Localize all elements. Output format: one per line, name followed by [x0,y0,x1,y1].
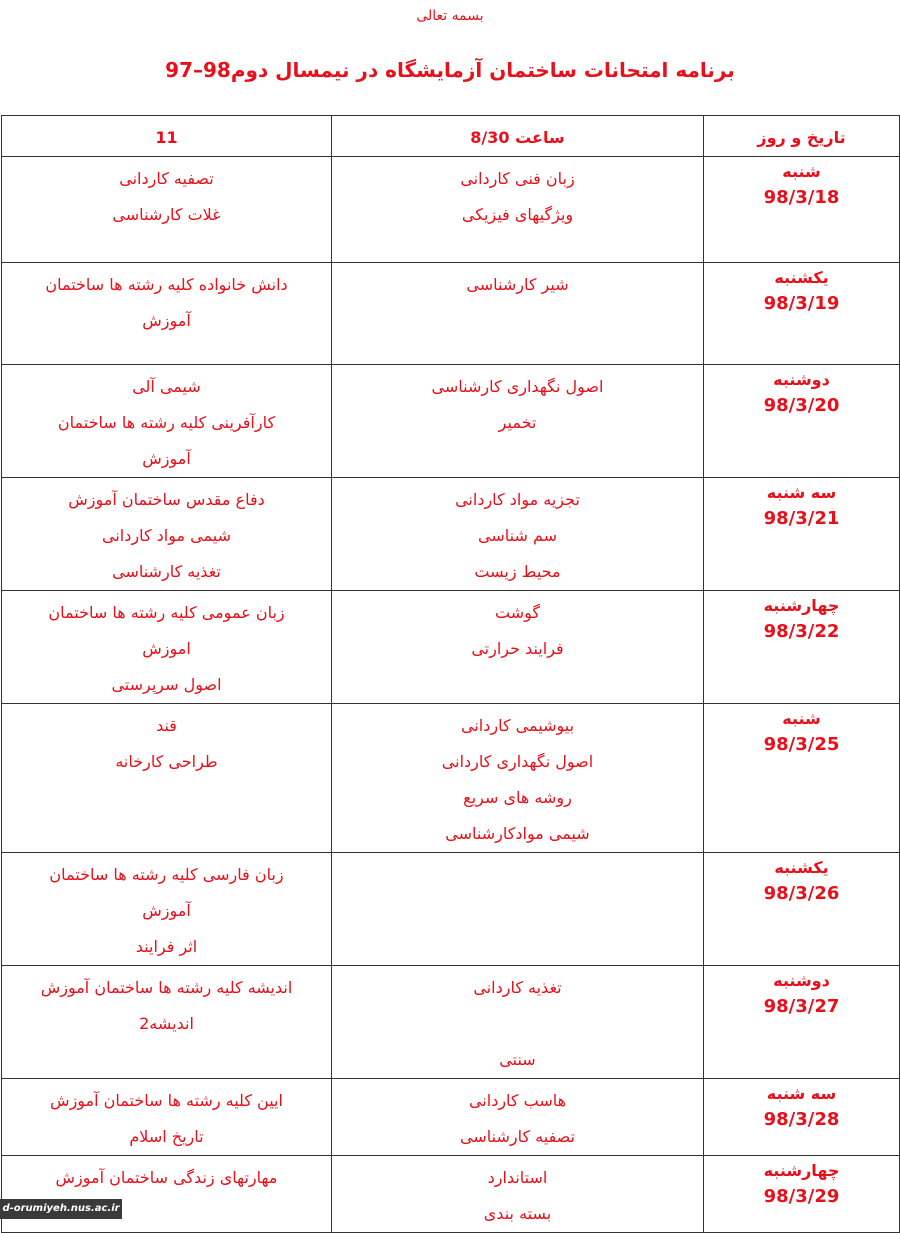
slot1-courses-cell [332,966,704,1079]
course-name: شیمی مواد کاردانی [102,526,231,545]
course-name: آموزش [142,449,191,468]
exam-date: 98/3/21 [763,508,840,529]
course-name: شیمی آلی [132,377,201,396]
course-name: سم شناسی [478,526,557,545]
exam-date: 98/3/20 [763,395,840,416]
weekday-label: سه شنبه [766,483,837,502]
course-name: آموزش [142,901,191,920]
table-row [2,591,900,704]
course-name: تخمیر [498,413,537,432]
weekday-label: شنبه [782,162,821,181]
slot1-courses-cell [332,365,704,478]
course-name: زبان فارسی کلیه رشته ها ساختمان [49,865,284,884]
slot1-courses-cell [332,853,704,966]
course-name: سنتی [499,1050,536,1069]
day-date-cell [704,704,900,853]
exam-date: 98/3/28 [763,1109,840,1130]
course-name: استاندارد [487,1168,548,1187]
course-name: اصول نگهداری کارشناسی [431,377,604,396]
exam-date: 98/3/22 [763,621,840,642]
page-title: برنامه امتحانات ساختمان آزمایشگاه در نیمسال دوم98–97 [165,58,735,82]
day-date-cell [704,157,900,263]
bismillah-text: بسمه تعالی [416,8,484,24]
slot1-courses-cell [332,157,704,263]
slot2-courses-cell [2,365,332,478]
slot2-courses-cell [2,263,332,365]
course-name: ویژگیهای فیزیکی [461,205,574,224]
slot1-courses-cell [332,263,704,365]
course-name: دانش خانواده کلیه رشته ها ساختمان [45,275,288,294]
course-name: کارآفرینی کلیه رشته ها ساختمان [57,413,276,432]
empty-line [338,1006,697,1042]
day-date-cell [704,478,900,591]
course-name: هاسب کاردانی [468,1091,567,1110]
day-date-cell [704,853,900,966]
site-url-badge: d-orumiyeh.nus.ac.ir [0,1199,122,1219]
weekday-label: دوشنبه [773,370,830,389]
slot1-courses-cell [332,704,704,853]
slot2-courses-cell [2,853,332,966]
course-name: طراحی کارخانه [115,752,218,771]
table-row [2,1079,900,1156]
day-date-cell [704,1079,900,1156]
course-name: تغذیه کارشناسی [112,562,221,581]
course-name: قند [156,716,177,735]
slot2-courses-cell [2,704,332,853]
course-name: گوشت [495,603,540,622]
course-name: فرایند حرارتی [471,639,564,658]
table-row [2,1156,900,1233]
header-day-column: تاریخ و روز [704,116,900,157]
slot1-courses-cell [332,591,704,704]
weekday-label: شنبه [782,709,821,728]
course-name: اصول نگهداری کاردانی [441,752,594,771]
slot2-courses-cell [2,591,332,704]
weekday-label: یکشنبه [774,858,829,877]
course-name: تصفیه کارشناسی [460,1127,575,1146]
day-date-cell [704,966,900,1079]
slot1-courses-cell [332,1079,704,1156]
day-date-cell [704,365,900,478]
slot2-courses-cell [2,478,332,591]
table-row [2,263,900,365]
slot2-courses-cell [2,157,332,263]
slot2-courses-cell [2,1156,332,1233]
exam-date: 98/3/18 [763,187,840,208]
course-name: روشه های سریع [463,788,572,807]
course-name: تاریخ اسلام [129,1127,204,1146]
course-name: زبان عمومی کلیه رشته ها ساختمان [48,603,285,622]
course-name: محیط زیست [474,562,561,581]
weekday-label: یکشنبه [774,268,829,287]
table-row [2,704,900,853]
course-name: تجزیه مواد کاردانی [455,490,580,509]
course-name: تغذیه کاردانی [473,978,562,997]
course-name: ایین کلیه رشته ها ساختمان آموزش [50,1091,283,1110]
day-date-cell [704,263,900,365]
weekday-label: دوشنبه [773,971,830,990]
header-slot1-column: ساعت 8/30 [332,116,704,157]
weekday-label: چهارشنبه [763,596,840,615]
weekday-label: چهارشنبه [763,1161,840,1180]
course-name: مهارتهای زندگی ساختمان آموزش [55,1168,278,1187]
course-name: اندیشه کلیه رشته ها ساختمان آموزش [40,978,293,997]
exam-date: 98/3/25 [763,734,840,755]
table-row [2,966,900,1079]
course-name: اصول سرپرستی [111,675,222,694]
course-name: زبان فنی کاردانی [460,169,575,188]
table-row [2,157,900,263]
table-row [2,478,900,591]
exam-schedule-table [1,115,900,1233]
table-header-row [2,116,900,157]
day-date-cell [704,591,900,704]
slot2-courses-cell [2,966,332,1079]
course-name: تصفیه کاردانی [119,169,214,188]
exam-date: 98/3/29 [763,1186,840,1207]
slot1-courses-cell [332,478,704,591]
slot1-courses-cell [332,1156,704,1233]
exam-date: 98/3/19 [763,293,840,314]
course-name: بسته بندی [483,1204,552,1223]
table-row [2,365,900,478]
table-row [2,853,900,966]
header-slot2-column: 11 [2,116,332,157]
course-name: بیوشیمی کاردانی [460,716,575,735]
exam-date: 98/3/27 [763,996,840,1017]
course-name: شیر کارشناسی [466,275,569,294]
day-date-cell [704,1156,900,1233]
weekday-label: سه شنبه [766,1084,837,1103]
course-name: اثر فرایند [135,937,198,956]
course-name: شیمی موادکارشناسی [445,824,590,843]
exam-date: 98/3/26 [763,883,840,904]
course-name: غلات کارشناسی [112,205,221,224]
course-name: اندیشه2 [139,1014,194,1033]
course-name: آموزش [142,311,191,330]
course-name: دفاع مقدس ساختمان آموزش [68,490,265,509]
course-name: اموزش [142,639,191,658]
slot2-courses-cell [2,1079,332,1156]
